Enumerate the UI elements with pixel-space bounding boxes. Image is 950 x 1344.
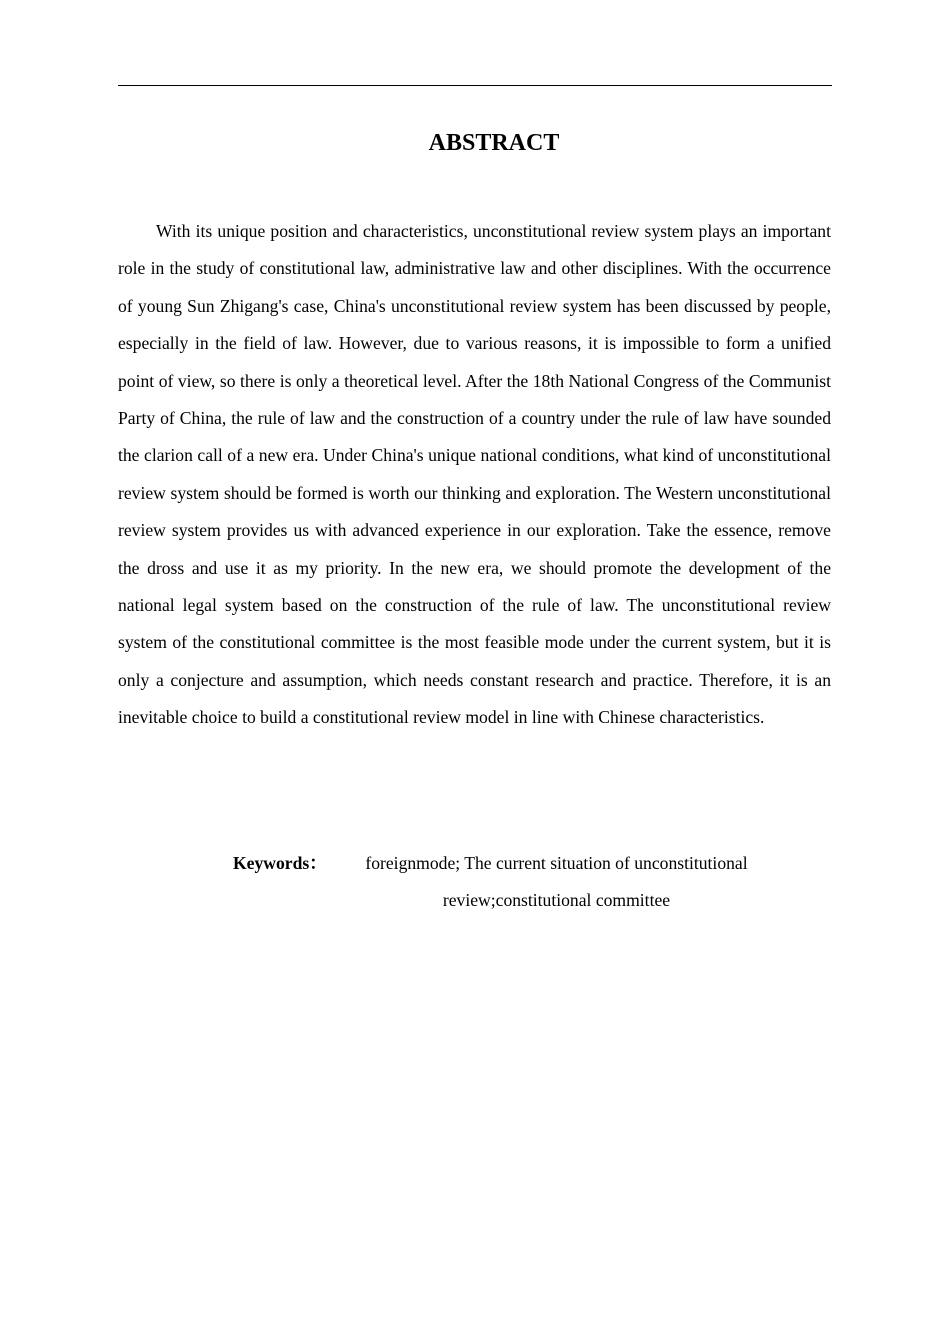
abstract-title: ABSTRACT	[428, 130, 560, 156]
keywords-label: Keywords：	[233, 853, 327, 873]
header-rule	[118, 85, 832, 86]
abstract-body: With its unique position and characteristics, unconstitutional review system plays an important role in the study of constitutional law, administrative law and other disciplines. With the occurrence of young Sun Zhigang's case, China's unconstitutional review system has been discussed by people, especially in the field of law. However, due to various reasons, it is impossible to form a unified point of view, so there is only a theoretical level. After the 18th National Congress of the Communist Party of China, the rule of law and the construction of a country under the rule of law have sounded the clarion call of a new era. Under China's unique national conditions, what kind of unconstitutional review system should be formed is worth our thinking and exploration. The Western unconstitutional review system provides us with advanced experience in our exploration. Take the essence, remove the dross and use it as my priority. In the new era, we should promote the development of the national legal system based on the construction of the rule of law. The unconstitutional review system of the constitutional committee is the most feasible mode under the current system, but it is only a conjecture and assumption, which needs constant research and practice. Therefore, it is an inevitable choice to build a constitutional review model in line with Chinese characteristics.	[118, 221, 831, 728]
keywords-text: foreignmode; The current situation of unconstitutional review;constitutional committee	[365, 853, 748, 911]
